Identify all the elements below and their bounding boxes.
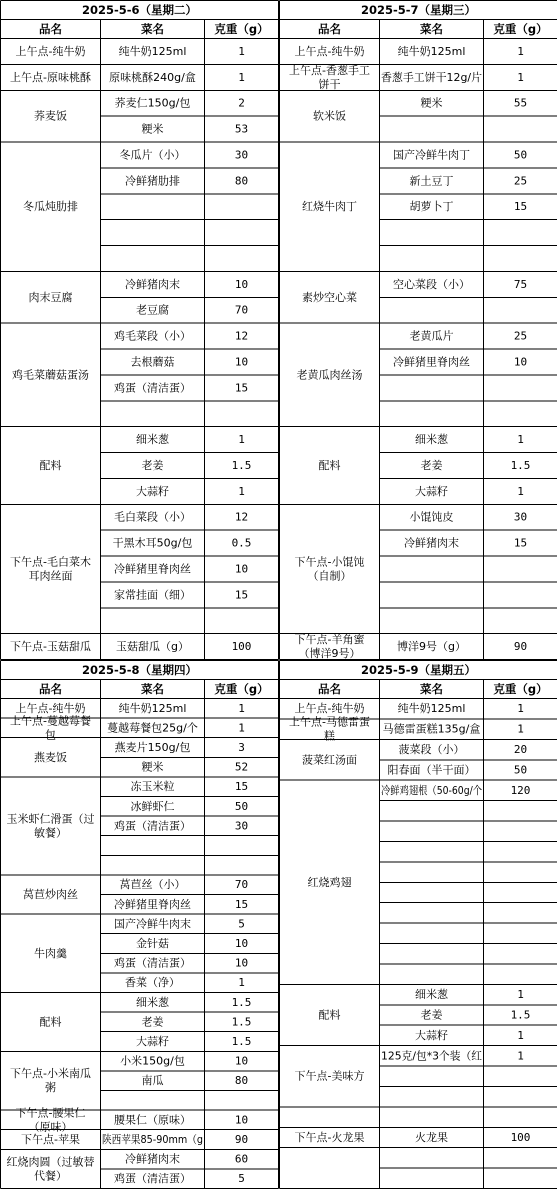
item-name: 红烧鸡翅 (307, 875, 352, 889)
weight-value: 50 (513, 763, 528, 777)
weight-value: 5 (238, 917, 245, 931)
dish-name: 细米葱 (415, 988, 448, 1002)
weight-value: 2 (238, 96, 245, 110)
dish-name: 大蒜籽 (415, 484, 448, 498)
weight-value: 1 (517, 1028, 524, 1042)
dish-name: 去根蘑菇 (130, 355, 175, 369)
weight-value: 0.5 (231, 536, 252, 550)
weight-value: 1 (238, 484, 245, 498)
item-name: 红烧肉圆（过敏替 (6, 1155, 95, 1169)
dish-name: 新土豆丁 (409, 174, 454, 188)
weight-value: 12 (234, 510, 249, 524)
day-date-header: 2025-5-6（星期二） (81, 3, 198, 17)
dish-name: 鸡毛菜段（小） (114, 329, 191, 343)
weight-value: 10 (234, 1054, 249, 1068)
item-name: 素炒空心菜 (302, 290, 357, 304)
dish-name: 纯牛奶125ml (118, 44, 187, 58)
item-name: （博洋9号） (298, 647, 361, 661)
dish-name: 冷鲜鸡翅根（50-60g/个 (381, 783, 501, 797)
weight-value: 15 (234, 588, 249, 602)
item-name: 玉米虾仁滑蛋（过 (6, 812, 95, 826)
weight-value: 1 (517, 722, 524, 736)
dish-name: 南瓜 (141, 1074, 164, 1088)
weight-value: 1 (517, 484, 524, 498)
column-header: 克重（g） (214, 682, 269, 696)
item-name: 上午点-纯牛奶 (15, 44, 86, 58)
weight-value: 100 (231, 640, 252, 654)
dish-name: 香葱手工饼干12g/片 (381, 70, 483, 84)
item-name: 老黄瓜肉丝汤 (296, 368, 363, 382)
weight-value: 1 (517, 702, 524, 716)
dish-name: 细米葱 (415, 433, 448, 447)
dish-name: 老姜 (141, 1015, 164, 1029)
weight-value: 15 (234, 381, 249, 395)
dish-name: 家常挂面（细） (114, 588, 191, 602)
day-date-header: 2025-5-9（星期五） (360, 663, 477, 677)
dish-name: 老豆腐 (136, 303, 169, 317)
dish-name: 小馄饨皮 (409, 510, 454, 524)
dish-name: 博洋9号（g） (397, 640, 466, 654)
dish-name: 老姜 (141, 458, 164, 472)
weight-value: 12 (234, 329, 249, 343)
item-name: 下午点-小米南瓜 (10, 1067, 91, 1081)
weight-value: 10 (234, 562, 249, 576)
dish-name: 陕西苹果85-90mm（g (102, 1133, 218, 1146)
dish-name: 金针菇 (136, 937, 169, 950)
column-header: 菜名 (141, 22, 164, 36)
column-header: 品名 (318, 682, 341, 696)
dish-name: 毛白菜段（小） (114, 510, 191, 524)
item-name: 莴苣炒肉丝 (23, 888, 78, 901)
item-name: （自制） (307, 569, 352, 583)
weight-value: 1 (517, 988, 524, 1002)
column-header: 菜名 (420, 22, 443, 36)
item-name: 配料 (39, 458, 62, 472)
weight-value: 1.5 (510, 458, 531, 472)
dish-name: 细米葱 (136, 433, 169, 447)
dish-name: 冷鲜猪肉末 (125, 1152, 180, 1166)
weight-value: 80 (234, 174, 249, 188)
dish-name: 冬瓜片（小） (119, 148, 186, 162)
item-name: 下午点-羊角蜜 (294, 633, 365, 647)
item-name: 敏餐） (34, 826, 67, 840)
item-name: 下午点-美味方 (294, 1069, 365, 1083)
item-name: 糕 (324, 729, 335, 743)
item-name: 荞麦饭 (34, 109, 67, 123)
weight-value: 1 (517, 70, 524, 84)
item-name: 上午点-原味桃酥 (10, 70, 91, 84)
item-name: 饼干 (318, 77, 341, 91)
weight-value: 25 (513, 174, 528, 188)
dish-name: 冷鲜猪里脊肉丝 (393, 355, 470, 369)
dish-name: 菠菜段（小） (398, 743, 465, 757)
dish-name: 胡萝卜丁 (409, 200, 454, 214)
dish-name: 荞麦仁150g/包 (114, 96, 191, 110)
dish-name: 大蒜籽 (415, 1028, 448, 1042)
item-name: 红烧牛肉丁 (302, 200, 357, 214)
weight-value: 15 (234, 780, 249, 794)
item-name: 耳肉丝面 (28, 569, 73, 583)
item-name: 上午点-纯牛奶 (294, 44, 365, 58)
dish-name: 125克/包*3个装（红 (381, 1049, 485, 1063)
item-name: 软米饭 (313, 109, 346, 123)
weight-value: 25 (513, 329, 528, 343)
column-header: 品名 (39, 682, 62, 696)
weight-value: 10 (234, 956, 249, 970)
item-name: （原味） (28, 1120, 73, 1134)
item-name: 配料 (318, 458, 341, 472)
dish-name: 腰果仁（原味） (114, 1113, 191, 1127)
weight-value: 10 (234, 355, 249, 369)
weight-value: 10 (234, 277, 249, 291)
item-name: 燕麦饭 (34, 750, 67, 764)
dish-name: 老姜 (420, 458, 443, 472)
dish-name: 冷鲜猪肉末 (404, 536, 459, 550)
dish-name: 国产冷鲜牛肉末 (114, 917, 191, 931)
item-name: 下午点-小馄饨 (294, 555, 365, 569)
dish-name: 鸡蛋（清洁蛋） (114, 1172, 191, 1186)
weight-value: 1.5 (510, 1008, 531, 1022)
weight-value: 53 (234, 122, 249, 136)
weight-value: 10 (234, 937, 249, 950)
dish-name: 马德雷蛋糕135g/盒 (382, 722, 481, 736)
column-header: 品名 (39, 22, 62, 36)
item-name: 鸡毛菜蘑菇蛋汤 (12, 368, 89, 382)
weight-value: 5 (238, 1172, 245, 1186)
item-name: 配料 (39, 1015, 62, 1029)
dish-name: 粳米 (141, 122, 164, 136)
weight-value: 1 (517, 1049, 524, 1063)
dish-name: 大蒜籽 (136, 1035, 169, 1048)
weight-value: 1.5 (231, 1035, 252, 1048)
dish-name: 纯牛奶125ml (397, 44, 466, 58)
weight-value: 90 (513, 640, 528, 654)
item-name: 下午点-苹果 (21, 1133, 80, 1146)
item-name: 配料 (318, 1008, 341, 1022)
dish-name: 纯牛奶125ml (118, 701, 187, 715)
weight-value: 120 (510, 783, 531, 797)
item-name: 肉末豆腐 (28, 290, 73, 304)
day-date-header: 2025-5-8（星期四） (81, 663, 198, 677)
weight-value: 1 (517, 433, 524, 447)
dish-name: 火龙果 (415, 1130, 448, 1144)
item-name: 上午点-纯牛奶 (294, 702, 365, 716)
weight-value: 55 (513, 96, 528, 110)
dish-name: 老姜 (420, 1008, 443, 1022)
dish-name: 纯牛奶125ml (397, 702, 466, 716)
weight-value: 1 (238, 433, 245, 447)
weight-value: 90 (234, 1133, 249, 1146)
column-header: 菜名 (420, 682, 443, 696)
dish-name: 粳米 (420, 96, 443, 110)
weight-value: 1 (517, 44, 524, 58)
weight-value: 1.5 (231, 1015, 252, 1029)
dish-name: 鸡蛋（清洁蛋） (114, 956, 191, 970)
weight-value: 1 (238, 70, 245, 84)
weight-value: 60 (234, 1152, 249, 1166)
dish-name: 冷鲜猪里脊肉丝 (114, 562, 191, 576)
dish-name: 玉菇甜瓜（g） (116, 640, 189, 654)
weight-value: 75 (513, 277, 528, 291)
dish-name: 空心菜段（小） (393, 277, 470, 291)
item-name: 粥 (45, 1081, 56, 1095)
weight-value: 3 (238, 741, 245, 754)
weight-value: 30 (234, 148, 249, 162)
dish-name: 国产冷鲜牛肉丁 (393, 148, 470, 162)
weight-value: 15 (234, 897, 249, 911)
column-header: 菜名 (141, 682, 164, 696)
weight-value: 80 (234, 1074, 249, 1088)
weight-value: 50 (513, 148, 528, 162)
dish-name: 粳米 (141, 760, 164, 774)
dish-name: 大蒜籽 (136, 484, 169, 498)
item-name: 菠菜红汤面 (302, 753, 357, 767)
weight-value: 1 (238, 701, 245, 715)
weight-value: 100 (510, 1130, 531, 1144)
column-header: 克重（g） (214, 22, 269, 36)
dish-name: 香菜（净） (125, 976, 180, 990)
dish-name: 燕麦片150g/包 (114, 741, 191, 754)
weight-value: 10 (513, 355, 528, 369)
weight-value: 1 (238, 721, 245, 735)
item-name: 牛肉羹 (34, 946, 67, 960)
dish-name: 蔓越莓餐包25g/个 (107, 721, 198, 735)
column-header: 克重（g） (493, 682, 548, 696)
dish-name: 小米150g/包 (120, 1054, 185, 1068)
item-name: 包 (45, 728, 56, 742)
dish-name: 莴苣丝（小） (119, 878, 186, 892)
weight-value: 1 (238, 976, 245, 990)
item-name: 上午点-香葱手工 (289, 63, 370, 77)
weight-value: 70 (234, 303, 249, 317)
weight-value: 15 (513, 200, 528, 214)
dish-name: 冻玉米粒 (130, 780, 175, 794)
weight-value: 15 (513, 536, 528, 550)
item-name: 上午点-马德雷蛋 (289, 715, 370, 729)
item-name: 下午点-腰果仁 (15, 1106, 86, 1120)
dish-name: 鸡蛋（清洁蛋） (114, 381, 191, 395)
item-name: 上午点-蔓越莓餐 (10, 714, 91, 728)
dish-name: 冰鲜虾仁 (130, 799, 175, 813)
weight-value: 20 (513, 743, 528, 757)
item-name: 下午点-毛白菜木 (10, 555, 91, 569)
weight-value: 1 (238, 44, 245, 58)
item-name: 代餐） (34, 1169, 67, 1183)
dish-name: 干黑木耳50g/包 (112, 536, 193, 550)
item-name: 上午点-纯牛奶 (15, 701, 86, 715)
dish-name: 阳春面（半干面） (387, 763, 476, 777)
weight-value: 30 (513, 510, 528, 524)
weight-value: 50 (234, 799, 249, 813)
day-date-header: 2025-5-7（星期三） (360, 3, 477, 17)
weight-value: 30 (234, 819, 249, 833)
weight-value: 52 (234, 760, 249, 774)
item-name: 下午点-玉菇甜瓜 (10, 640, 91, 654)
dish-name: 老黄瓜片 (409, 329, 454, 343)
weight-value: 1.5 (231, 995, 252, 1009)
column-header: 品名 (318, 22, 341, 36)
dish-name: 鸡蛋（清洁蛋） (114, 819, 191, 833)
dish-name: 细米葱 (136, 995, 169, 1009)
weight-value: 1.5 (231, 458, 252, 472)
item-name: 冬瓜炖肋排 (23, 200, 78, 214)
weight-value: 70 (234, 878, 249, 892)
weight-value: 10 (234, 1113, 249, 1127)
dish-name: 冷鲜猪里脊肉丝 (114, 897, 191, 911)
column-header: 克重（g） (493, 22, 548, 36)
dish-name: 原味桃酥240g/盒 (109, 70, 196, 84)
dish-name: 冷鲜猪肋排 (125, 174, 180, 188)
item-name: 下午点-火龙果 (294, 1130, 365, 1144)
dish-name: 冷鲜猪肉末 (125, 277, 180, 291)
